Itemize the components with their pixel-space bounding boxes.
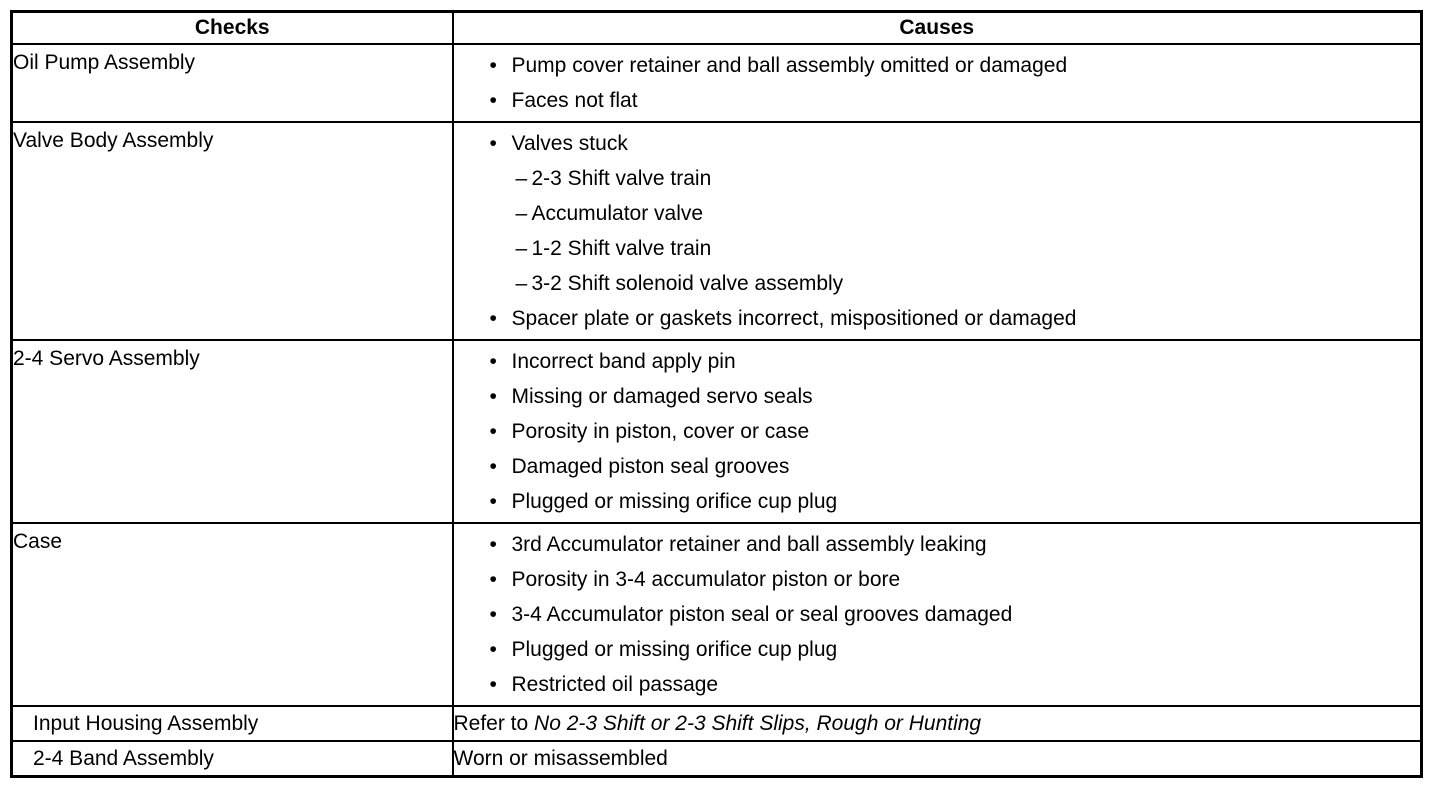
check-cell: Oil Pump Assembly	[12, 44, 453, 122]
cause-item: • 3rd Accumulator retainer and ball assembly leaking	[488, 527, 1421, 562]
table-row	[12, 340, 1422, 523]
causes-cell	[453, 122, 1422, 340]
refer-prefix: Refer to	[453, 712, 535, 735]
table-row	[12, 122, 1422, 340]
causes-cell	[453, 706, 1422, 741]
cause-item: • Porosity in piston, cover or case	[488, 414, 1421, 449]
cause-item: • 3-4 Accumulator piston seal or seal grooves damaged	[488, 597, 1421, 632]
check-cell: 2-4 Band Assembly	[12, 741, 453, 777]
cause-subitem: – 3-2 Shift solenoid valve assembly	[488, 266, 1421, 301]
cause-item: • Incorrect band apply pin	[488, 344, 1421, 379]
causes-cell	[453, 340, 1422, 523]
cause-item: • Spacer plate or gaskets incorrect, mispositioned or damaged	[488, 301, 1421, 336]
cause-item: • Plugged or missing orifice cup plug	[488, 632, 1421, 667]
check-cell: Valve Body Assembly	[12, 122, 453, 340]
cause-subitem: – 1-2 Shift valve train	[488, 231, 1421, 266]
causes-cell	[453, 44, 1422, 122]
causes-list	[454, 341, 1421, 522]
cause-item: • Porosity in 3-4 accumulator piston or bore	[488, 562, 1421, 597]
cause-item: • Damaged piston seal grooves	[488, 449, 1421, 484]
table-row-band-assembly	[12, 741, 1422, 777]
causes-list	[454, 524, 1421, 705]
header-row	[12, 12, 1422, 45]
causes-list	[454, 123, 1421, 339]
cause-subitem: – 2-3 Shift valve train	[488, 161, 1421, 196]
cause-subitem: – Accumulator valve	[488, 196, 1421, 231]
causes-list	[454, 45, 1421, 121]
cause-item: • Missing or damaged servo seals	[488, 379, 1421, 414]
cause-item: • Faces not flat	[488, 83, 1421, 118]
refer-link-text: No 2-3 Shift or 2-3 Shift Slips, Rough or Hunting	[534, 712, 982, 735]
causes-cell: Worn or misassembled	[453, 741, 1422, 777]
table-row	[12, 523, 1422, 706]
cause-item: • Plugged or missing orifice cup plug	[488, 484, 1421, 519]
table-row	[12, 44, 1422, 122]
header-causes: Causes	[453, 12, 1422, 45]
header-checks: Checks	[12, 12, 453, 45]
cause-item: • Valves stuck	[488, 126, 1421, 161]
table-row-input-housing	[12, 706, 1422, 741]
causes-cell	[453, 523, 1422, 706]
check-cell: 2-4 Servo Assembly	[12, 340, 453, 523]
check-cell: Input Housing Assembly	[12, 706, 453, 741]
checks-causes-table	[10, 10, 1423, 778]
cause-item: • Restricted oil passage	[488, 667, 1421, 702]
check-cell: Case	[12, 523, 453, 706]
cause-item: • Pump cover retainer and ball assembly omitted or damaged	[488, 48, 1421, 83]
